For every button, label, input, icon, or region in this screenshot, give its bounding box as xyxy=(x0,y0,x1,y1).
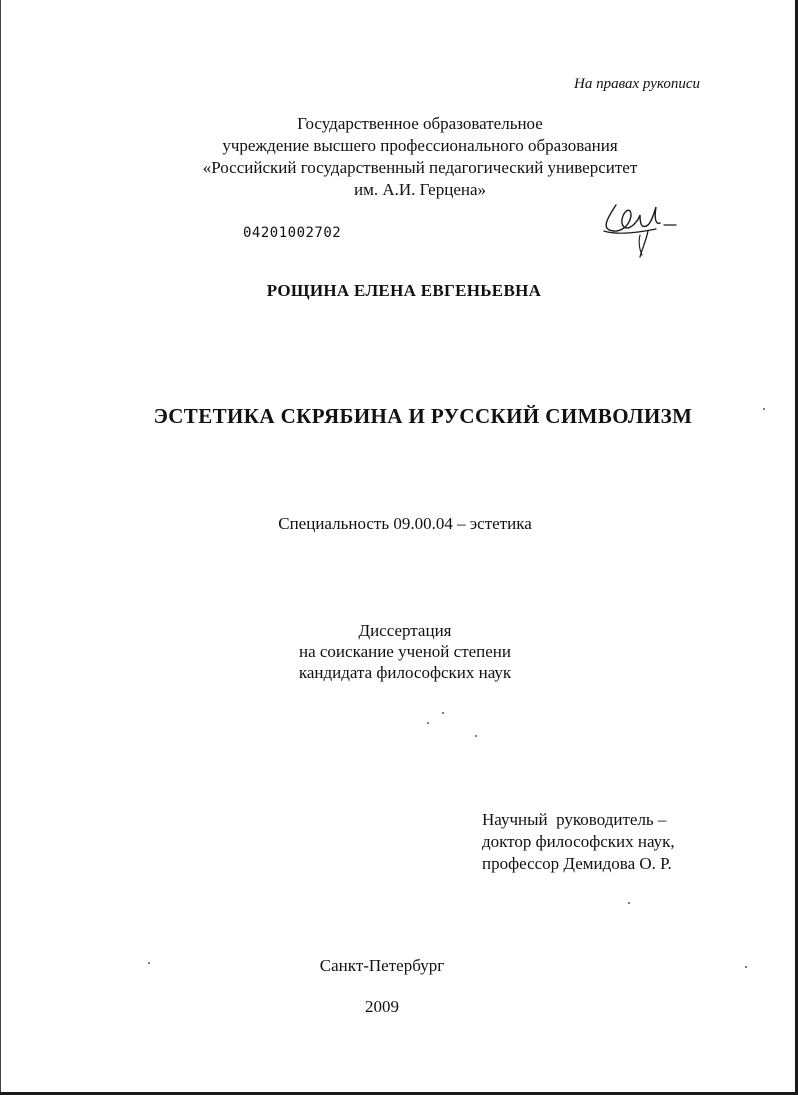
institution-line-3: «Российский государственный педагогический университет xyxy=(202,158,638,177)
supervisor-block xyxy=(482,809,675,875)
scan-speck xyxy=(763,408,765,410)
catalog-number: 04201002702 xyxy=(243,225,342,241)
institution-line-1: Государственное образовательное xyxy=(297,114,543,133)
degree-line-1: Диссертация xyxy=(358,621,452,640)
scan-speck xyxy=(148,962,150,964)
handwritten-signature-icon xyxy=(596,195,686,265)
institution-line-4: им. А.И. Герцена» xyxy=(353,180,487,199)
author-name: РОЩИНА ЕЛЕНА ЕВГЕНЬЕВНА xyxy=(266,281,542,300)
dissertation-title: ЭСТЕТИКА СКРЯБИНА И РУССКИЙ СИМВОЛИЗМ xyxy=(153,404,693,428)
scan-speck xyxy=(745,966,747,968)
degree-line-2: на соискание ученой степени xyxy=(298,642,512,661)
scan-speck xyxy=(475,735,477,737)
scan-speck xyxy=(628,902,630,904)
degree-block xyxy=(0,620,798,683)
scan-speck xyxy=(427,722,429,724)
year: 2009 xyxy=(365,997,399,1016)
supervisor-line-1: Научный руководитель – xyxy=(482,810,667,829)
scan-speck xyxy=(442,712,444,714)
manuscript-rights-note: На правах рукописи xyxy=(574,76,700,92)
institution-block xyxy=(0,113,798,201)
supervisor-line-2: доктор философских наук, xyxy=(482,832,675,851)
city: Санкт-Петербург xyxy=(319,956,445,975)
institution-line-2: учреждение высшего профессионального образования xyxy=(222,136,618,155)
degree-line-3: кандидата философских наук xyxy=(298,663,512,682)
specialty-line: Специальность 09.00.04 – эстетика xyxy=(278,514,532,533)
supervisor-line-3: профессор Демидова О. Р. xyxy=(482,854,672,873)
